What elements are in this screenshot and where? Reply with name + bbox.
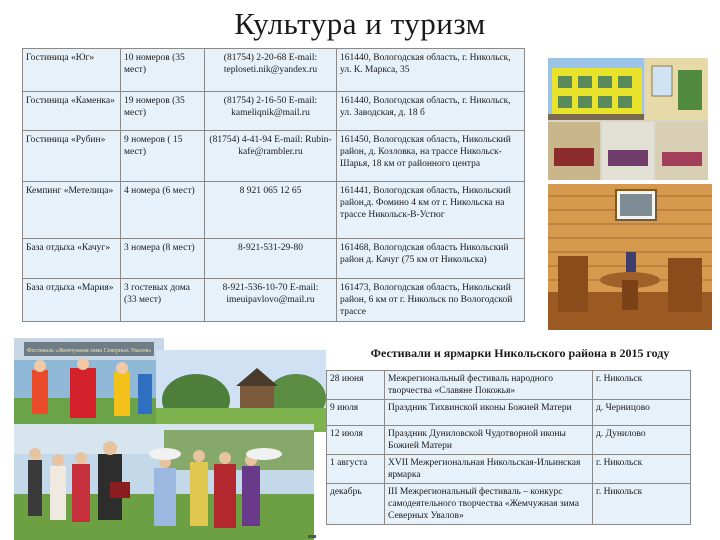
hotel-rooms: 10 номеров (35 мест) <box>121 49 205 92</box>
hotel-rooms: 3 номера (8 мест) <box>121 239 205 279</box>
hotel-contacts: 8-921-531-29-80 <box>205 239 337 279</box>
hotel-contacts: 8 921 065 12 65 <box>205 182 337 239</box>
festival-event: Праздник Дуниловской Чудотворной иконы Божией Матери <box>385 426 593 455</box>
slide-marker <box>308 535 316 538</box>
hotel-photo-collage <box>548 58 708 180</box>
festival-date: 1 августа <box>327 455 385 484</box>
festival-place: д. Черницово <box>593 400 691 426</box>
page-title: Культура и туризм <box>234 6 486 41</box>
hotel-rooms: 9 номеров ( 15 мест) <box>121 131 205 182</box>
hotel-contacts: (81754) 4-41-94 E-mail: Rubin-kafe@rambler.ru <box>205 131 337 182</box>
wooden-interior-photo <box>548 184 712 330</box>
hotel-contacts: (81754) 2-16-50 E-mail: kameliqnik@mail.ru <box>205 92 337 131</box>
table-row <box>23 92 525 131</box>
hotel-address: 161440, Вологодская область, г. Никольск, ул. К. Маркса, 35 <box>337 49 525 92</box>
hotel-contacts: 8-921-536-10-70 E-mail: imeuipavlovo@mail.ru <box>205 279 337 322</box>
hotel-name: База отдыха «Мария» <box>23 279 121 322</box>
table-row <box>23 49 525 92</box>
hotel-name: Гостиница «Юг» <box>23 49 121 92</box>
festivals-title: Фестивали и ярмарки Никольского района в 2015 году <box>370 346 670 360</box>
festival-costumes-photo <box>14 424 314 540</box>
table-row <box>327 455 691 484</box>
festivals-table <box>326 370 691 525</box>
table-row <box>23 279 525 322</box>
hotel-rooms: 3 гостевых дома (33 мест) <box>121 279 205 322</box>
table-row <box>23 131 525 182</box>
hotel-address: 161450, Вологодская область, Никольский район, д. Козловка, на трассе Никольск-Шарья, 18 км от районного центра <box>337 131 525 182</box>
table-row <box>23 182 525 239</box>
hotel-name: База отдыха «Качуг» <box>23 239 121 279</box>
festival-place: д. Дунилово <box>593 426 691 455</box>
table-row <box>327 400 691 426</box>
festival-date: декабрь <box>327 484 385 525</box>
festival-event: III Межрегиональный фестиваль – конкурс самодеятельного творчества «Жемчужная зима Северных Увалов» <box>385 484 593 525</box>
hotel-rooms: 19 номеров (35 мест) <box>121 92 205 131</box>
banner-text: Фестиваль «Жемчужная зима Северных Увалов» <box>26 348 152 354</box>
hotel-address: 161468, Вологодская область Никольский район д. Качуг (75 км от Никольска) <box>337 239 525 279</box>
festival-place: г. Никольск <box>593 484 691 525</box>
festival-date: 28 июня <box>327 371 385 400</box>
festival-event: Праздник Тихвинской иконы Божией Матери <box>385 400 593 426</box>
hotel-address: 161441, Вологодская область, Никольский район,д. Фомино 4 км от г. Никольска на трассе Никольск-В-Устюг <box>337 182 525 239</box>
hotel-contacts: (81754) 2-20-68 E-mail: teploseti.nik@yandex.ru <box>205 49 337 92</box>
hotels-table <box>22 48 525 322</box>
festival-place: г. Никольск <box>593 455 691 484</box>
table-row <box>327 426 691 455</box>
festival-place: г. Никольск <box>593 371 691 400</box>
festival-date: 9 июля <box>327 400 385 426</box>
festival-stage-photo <box>14 338 164 430</box>
hotel-address: 161473, Вологодская область, Никольский район, 6 км от г. Никольск по Вологодской трассе <box>337 279 525 322</box>
hotel-address: 161440, Вологодская область, г. Никольск, ул. Заводская, д. 18 б <box>337 92 525 131</box>
festival-event: Межрегиональный фестиваль народного творчества «Славяне Покожья» <box>385 371 593 400</box>
table-row <box>327 371 691 400</box>
hotel-name: Кемпинг «Метелица» <box>23 182 121 239</box>
table-row <box>327 484 691 525</box>
hotel-name: Гостиница «Рубин» <box>23 131 121 182</box>
festival-event: XVII Межрегиональная Никольская-Ильинская ярмарка <box>385 455 593 484</box>
hotel-name: Гостиница «Каменка» <box>23 92 121 131</box>
table-row <box>23 239 525 279</box>
hotel-rooms: 4 номера (6 мест) <box>121 182 205 239</box>
village-landscape-photo <box>156 350 326 432</box>
festival-date: 12 июля <box>327 426 385 455</box>
